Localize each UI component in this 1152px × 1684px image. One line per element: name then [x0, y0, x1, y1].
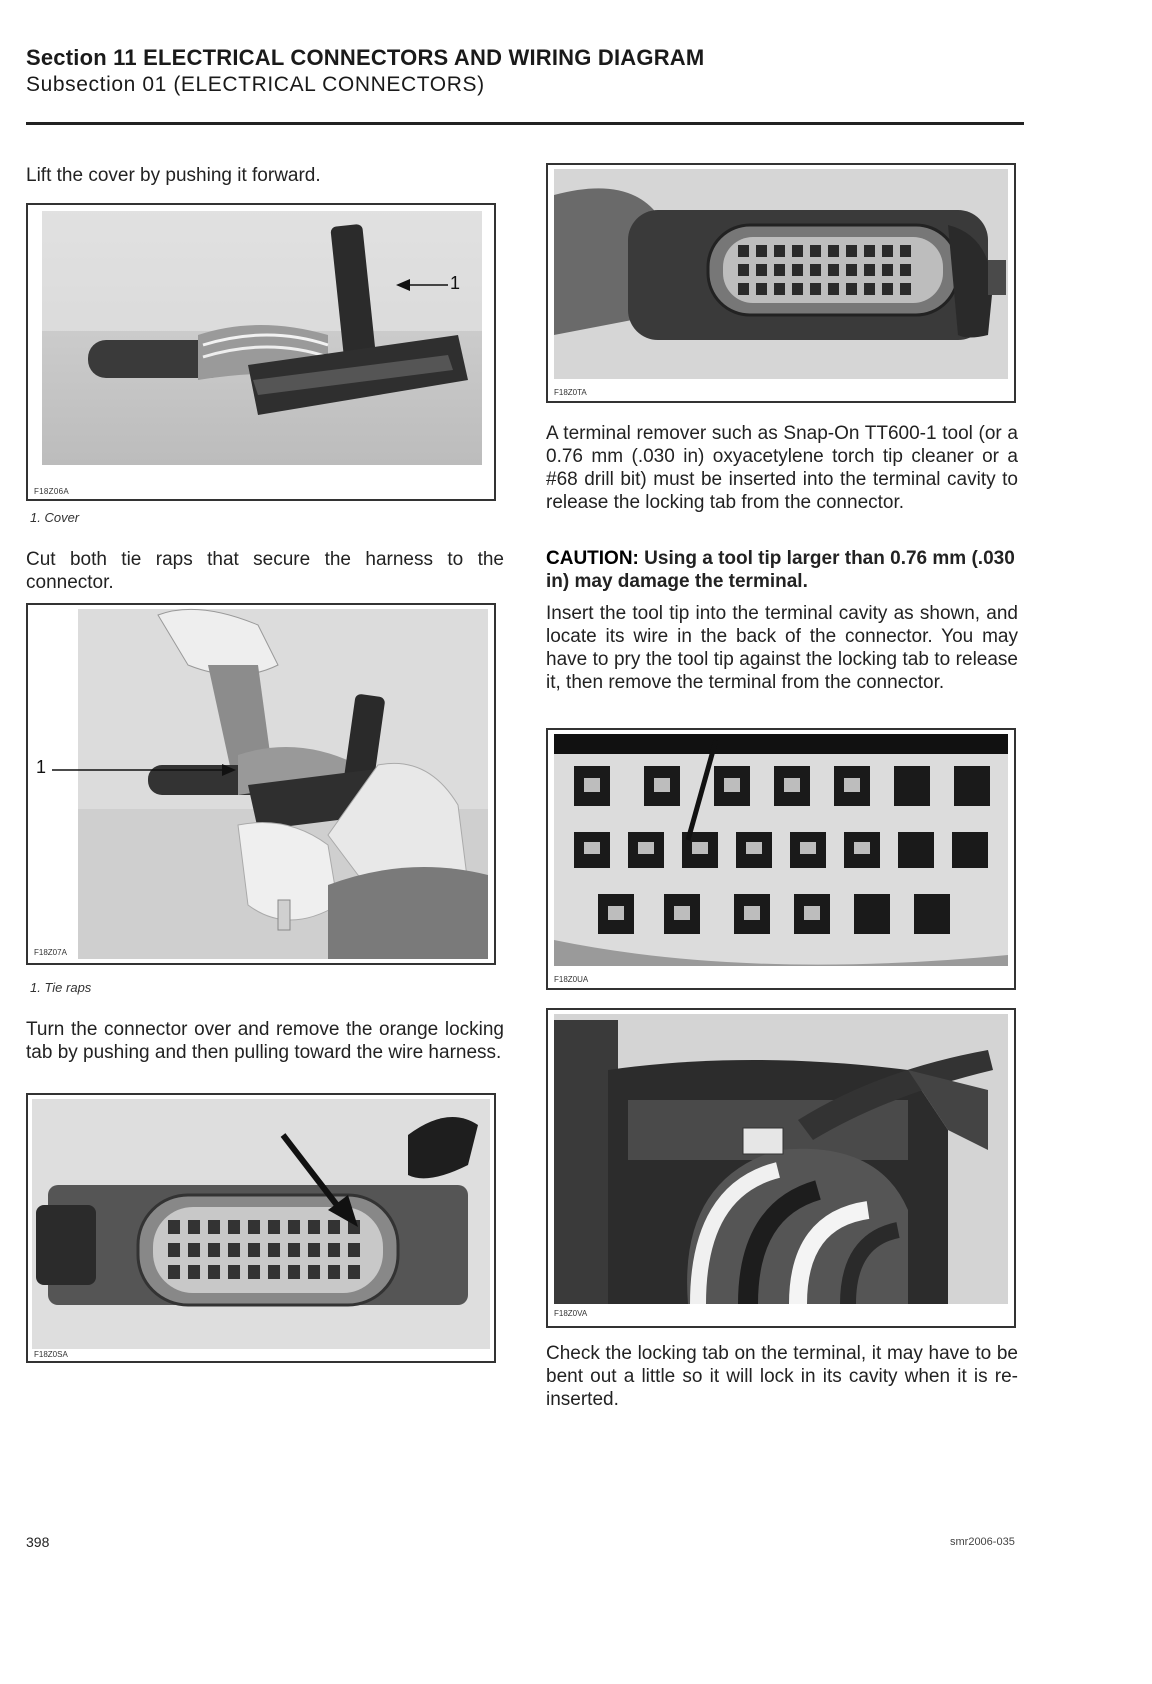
photo-connector-terminals [548, 165, 1014, 401]
photo-cover [28, 205, 494, 499]
paragraph-check-locking-tab: Check the locking tab on the terminal, it may have to be bent out a little so it will lock in its cavity when it is re-inserted. [546, 1343, 1018, 1410]
document-code: smr2006-035 [950, 1536, 1015, 1548]
figure-id: F18Z06A [34, 487, 70, 496]
caution-label: CAUTION: [546, 548, 639, 569]
paragraph-insert-tool: Insert the tool tip into the terminal cavity as shown, and locate its wire in the back of the connector. You may have to pry the tool tip against the locking tab to release it, then remove the terminal from the connector. [546, 603, 1018, 693]
figure-tool-insertion [546, 728, 1016, 990]
section-title: Section 11 ELECTRICAL CONNECTORS AND WIRING DIAGRAM [26, 45, 705, 70]
figure-id: F18Z0UA [554, 975, 589, 984]
page-header [26, 44, 1026, 98]
header-rule [26, 122, 1024, 125]
page-number: 398 [26, 1534, 50, 1550]
photo-tie-raps [28, 605, 494, 963]
figure-id: F18Z07A [34, 948, 67, 957]
figure-tie-raps [26, 603, 496, 965]
figure-id: F18Z0TA [554, 388, 587, 397]
figure-id: F18Z0VA [554, 1309, 588, 1318]
figure-connector-terminals [546, 163, 1016, 403]
photo-terminal-removal [548, 1010, 1014, 1326]
caution-note [546, 547, 1018, 593]
figure-terminal-removal [546, 1008, 1016, 1328]
photo-tool-insertion [548, 730, 1014, 988]
callout-number: 1 [450, 273, 461, 293]
paragraph-terminal-remover: A terminal remover such as Snap-On TT600-1 tool (or a 0.76 mm (.030 in) oxyacetylene torch tip cleaner or a #68 drill bit) must be inserted into the terminal cavity to release the locking tab from the connector. [546, 423, 1018, 513]
paragraph-cut-tie-raps: Cut both tie raps that secure the harness to the connector. [26, 549, 504, 593]
figure-id: F18Z0SA [34, 1350, 68, 1359]
callout-number: 1 [36, 757, 47, 777]
caution-text: Using a tool tip larger than 0.76 mm (.030 in) may damage the terminal. [546, 548, 1015, 592]
paragraph-remove-locking-tab: Turn the connector over and remove the orange locking tab by pushing and then pulling toward the wire harness. [26, 1019, 504, 1063]
figure-caption: 1. Cover [30, 510, 80, 525]
paragraph-lift-cover: Lift the cover by pushing it forward. [26, 165, 321, 186]
figure-locking-tab [26, 1093, 496, 1363]
figure-caption: 1. Tie raps [30, 980, 92, 995]
subsection-title: Subsection 01 (ELECTRICAL CONNECTORS) [26, 73, 485, 96]
figure-cover [26, 203, 496, 501]
photo-locking-tab [28, 1095, 494, 1361]
